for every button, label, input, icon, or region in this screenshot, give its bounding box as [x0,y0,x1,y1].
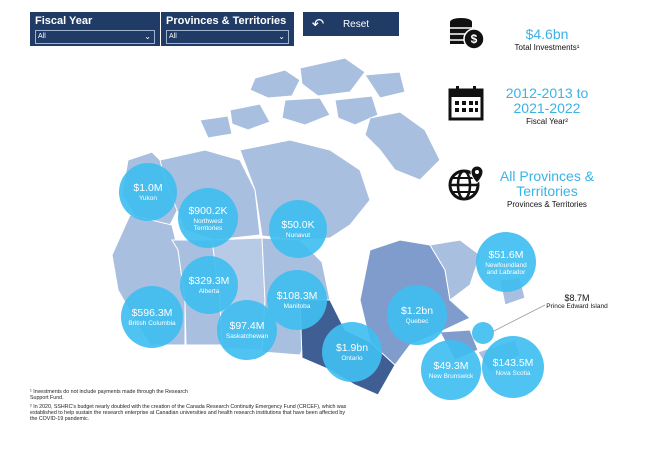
region-value: $50.0K [281,219,315,231]
arctic-island-1 [250,70,300,98]
chevron-down-icon: ⌄ [144,32,151,41]
region-bubble-nunavut[interactable] [269,200,327,258]
arctic-island-5 [365,72,405,98]
region-bubble-new-brunswick[interactable] [421,340,481,400]
total-investments-caption: Total Investments¹ [514,43,580,52]
region-name: New Brunswick [428,373,474,380]
region-name: Saskatchewan [225,333,269,340]
fiscal-year-caption: Fiscal Year² [526,117,568,126]
svg-text:$: $ [470,32,478,46]
region-name: Alberta [198,288,220,295]
provinces-kpi-line2: Territories [516,183,578,199]
reset-label: Reset [342,18,370,30]
region-name: Prince Edward Island [546,303,608,310]
footnotes [30,389,350,424]
fiscal-year-range-line2: 2021-2022 [513,100,581,116]
region-name: Quebec [405,318,429,325]
region-bubble-northwest-territories[interactable] [178,188,238,248]
region-value: $900.2K [188,204,228,217]
baffin-island [365,112,440,180]
total-investments-value: $4.6bn [525,26,569,42]
region-name: Nova Scotia [495,370,531,377]
region-bubble-prince-edward-island[interactable] [472,322,494,344]
region-value: $51.6M [488,248,524,261]
region-bubble-quebec[interactable] [387,285,447,345]
fiscal-year-label: Fiscal Year [35,15,93,27]
region-value: $8.7M [564,293,590,303]
region-bubble-manitoba[interactable] [267,270,327,330]
region-bubble-ontario[interactable] [322,322,382,382]
footnote-1: ¹ Investments do not include payments made through the Research Support Fund. [30,389,188,402]
undo-arrow-icon: ↶ [311,16,325,33]
region-value: $143.5M [492,357,534,369]
region-name: Nunavut [285,232,311,239]
region-bubble-yukon[interactable] [119,163,177,221]
arctic-island-2 [300,58,365,96]
provinces-value: All [169,33,177,40]
region-value: $97.4M [229,320,265,332]
pei-leader-line [492,305,545,332]
provinces-kpi-line1: All Provinces & [499,168,595,184]
footnote-2: ² In 2020, SSHRC's budget nearly doubled with the creation of the Canada Research Continuity Emergency Fund (CRCEF), which was established to help sustain the research enterprise at Canadian universities and health research institutions that have been affected by the COVID-19 pandemic. [30,403,347,423]
region-name: Yukon [138,195,158,202]
pei-label [542,293,612,310]
provinces-label: Provinces & Territories [166,15,287,27]
region-bubble-nova-scotia[interactable] [482,336,544,398]
arctic-island-3 [282,98,330,125]
provinces-kpi-caption: Provinces & Territories [507,200,587,209]
region-bubble-british-columbia[interactable] [121,286,183,348]
region-value: $1.2bn [400,305,434,317]
fiscal-year-range-line1: 2012-2013 to [505,85,589,101]
region-value: $108.3M [276,290,318,302]
region-value: $1.0M [133,182,163,194]
region-bubble-saskatchewan[interactable] [217,300,277,360]
region-name: Ontario [341,355,363,362]
region-name: Manitoba [283,303,311,310]
region-value: $596.3M [131,307,173,319]
fiscal-year-value: All [38,33,46,40]
region-bubble-newfoundland-labrador[interactable] [476,232,536,292]
region-name: Newfoundland and Labrador [485,261,527,276]
chevron-down-icon: ⌄ [278,32,285,41]
region-value: $329.3M [188,275,230,287]
arctic-island-7 [200,116,232,138]
region-value: $1.9bn [335,342,369,354]
arctic-island-6 [230,104,270,130]
region-value: $49.3M [433,360,469,372]
region-name: Northwest Territories [193,217,223,232]
region-name: British Columbia [128,320,176,327]
